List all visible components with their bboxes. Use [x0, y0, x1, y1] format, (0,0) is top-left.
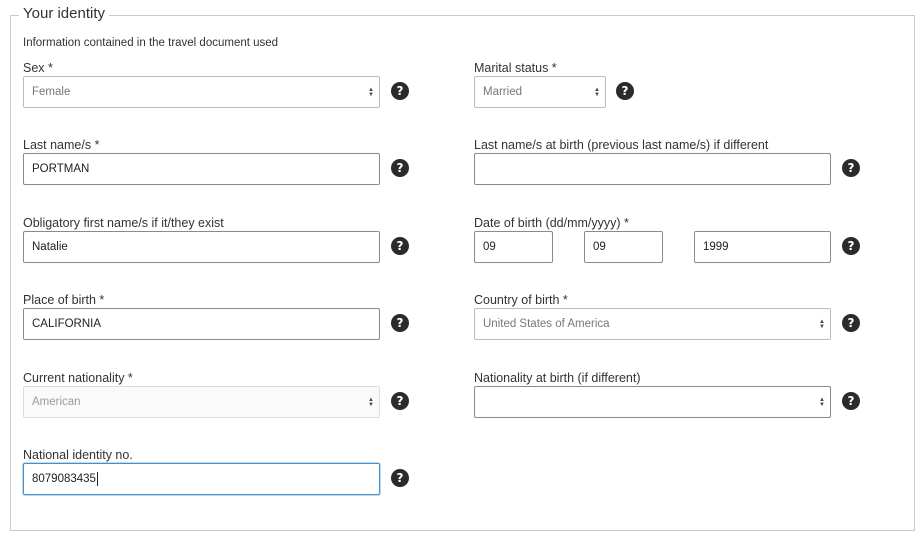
dob-help-icon[interactable]: ?	[842, 237, 860, 255]
select-arrows-icon: ▲ ▼	[594, 87, 600, 98]
national-id-help-icon[interactable]: ?	[391, 469, 409, 487]
current-nationality-value: American	[32, 396, 81, 408]
current-nationality-help-icon[interactable]: ?	[391, 392, 409, 410]
country-of-birth-help-icon[interactable]: ?	[842, 314, 860, 332]
sex-label: Sex *	[23, 61, 53, 75]
country-of-birth-value: United States of America	[483, 318, 610, 330]
select-arrows-icon: ▲ ▼	[819, 397, 825, 408]
fieldset-legend: Your identity	[19, 5, 109, 22]
sex-select[interactable]	[23, 76, 380, 108]
marital-status-select[interactable]	[474, 76, 606, 108]
last-name-help-icon[interactable]: ?	[391, 159, 409, 177]
current-nationality-select[interactable]	[23, 386, 380, 418]
last-name-birth-help-icon[interactable]: ?	[842, 159, 860, 177]
last-name-value: PORTMAN	[32, 163, 90, 175]
dob-year-value: 1999	[703, 241, 729, 253]
last-name-birth-label: Last name/s at birth (previous last name/s) if different	[474, 138, 769, 152]
nationality-at-birth-help-icon[interactable]: ?	[842, 392, 860, 410]
current-nationality-label: Current nationality *	[23, 371, 133, 385]
national-id-input[interactable]	[23, 463, 380, 495]
country-of-birth-label: Country of birth *	[474, 293, 568, 307]
select-arrows-icon: ▲ ▼	[368, 397, 374, 408]
select-arrows-icon: ▲ ▼	[368, 87, 374, 98]
sex-value: Female	[32, 86, 71, 98]
intro-text: Information contained in the travel document used	[23, 37, 279, 49]
dob-day-input[interactable]	[474, 231, 553, 263]
place-of-birth-label: Place of birth *	[23, 293, 105, 307]
national-id-label: National identity no.	[23, 448, 133, 462]
national-id-value: 8079083435	[32, 473, 96, 485]
dob-month-value: 09	[593, 241, 606, 253]
sex-help-icon[interactable]: ?	[391, 82, 409, 100]
select-arrows-icon: ▲ ▼	[819, 319, 825, 330]
dob-year-input[interactable]	[694, 231, 831, 263]
last-name-input[interactable]	[23, 153, 380, 185]
first-name-value: Natalie	[32, 241, 68, 253]
country-of-birth-select[interactable]	[474, 308, 831, 340]
place-of-birth-help-icon[interactable]: ?	[391, 314, 409, 332]
first-name-label: Obligatory first name/s if it/they exist	[23, 216, 224, 230]
first-name-input[interactable]	[23, 231, 380, 263]
text-caret	[97, 472, 98, 486]
dob-label: Date of birth (dd/mm/yyyy) *	[474, 216, 629, 230]
place-of-birth-value: CALIFORNIA	[32, 318, 102, 330]
nationality-at-birth-label: Nationality at birth (if different)	[474, 371, 641, 385]
marital-status-label: Marital status *	[474, 61, 557, 75]
marital-status-help-icon[interactable]: ?	[616, 82, 634, 100]
dob-day-value: 09	[483, 241, 496, 253]
nationality-at-birth-select[interactable]	[474, 386, 831, 418]
last-name-birth-input[interactable]	[474, 153, 831, 185]
last-name-label: Last name/s *	[23, 138, 100, 152]
first-name-help-icon[interactable]: ?	[391, 237, 409, 255]
place-of-birth-input[interactable]	[23, 308, 380, 340]
marital-status-value: Married	[483, 86, 522, 98]
dob-month-input[interactable]	[584, 231, 663, 263]
